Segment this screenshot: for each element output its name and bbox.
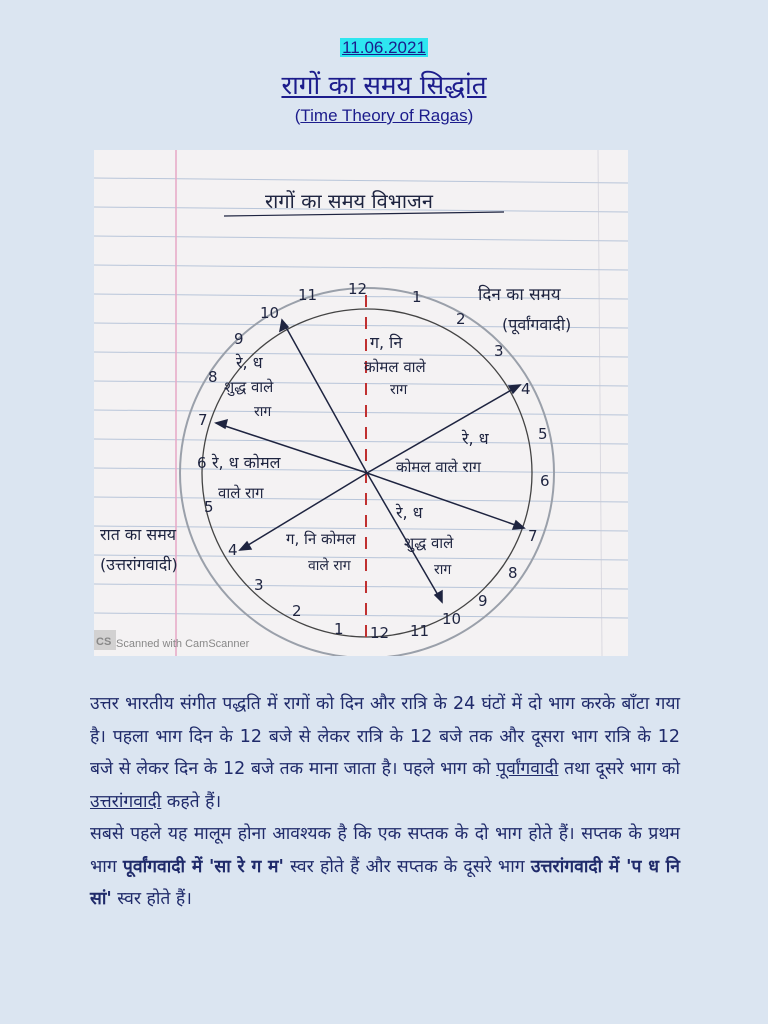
hour-1-top: 1 — [412, 288, 422, 306]
hour-3-top: 3 — [494, 342, 504, 360]
page-subtitle: (Time Theory of Ragas) — [294, 106, 474, 125]
paragraph-1: उत्तर भारतीय संगीत पद्धति में रागों को दिन और रात्रि के 24 घंटों में दो भाग करके बाँटा गया है। पहला भाग दिन के 12 बजे से लेकर रात्रि के 12 बजे तक और दूसरा भाग रात्रि के 12 बजे से लेकर दिन के 12 बजे तक माना जाता है। पहले भाग को पूर्वांगवादी तथा दूसरे भाग को उत्तरांगवादी कहते हैं। — [90, 694, 680, 812]
hour-4-top: 4 — [521, 380, 531, 398]
hour-11-top: 11 — [410, 622, 430, 640]
bottom-right-2: शुद्ध वाले — [404, 534, 454, 552]
left-upper-1: रे, ध — [236, 353, 263, 372]
hour-8-top: 8 — [508, 564, 518, 582]
bottom-left-1: ग, नि कोमल — [286, 530, 356, 548]
hour-5-bottom: 5 — [204, 498, 214, 516]
paragraph-2: सबसे पहले यह मालूम होना आवश्यक है कि एक सप्तक के दो भाग होते हैं। सप्तक के प्रथम भाग पूर्वांगवादी में 'सा रे ग म' स्वर होते हैं और सप्तक के दूसरे भाग उत्तरांगवादी में 'प ध नि सां' स्वर होते हैं। — [90, 824, 680, 909]
term-purvangvadi: पूर्वांगवादी — [496, 759, 559, 779]
hour-6-bottom: 6 — [197, 454, 207, 472]
hour-1-bottom: 1 — [334, 620, 344, 638]
bottom-right-3: राग — [434, 562, 452, 578]
hour-7-top: 7 — [528, 527, 538, 545]
bottom-right-1: रे, ध — [396, 503, 423, 522]
ruled-lines — [94, 178, 628, 618]
day-time-label: दिन का समय — [478, 285, 561, 305]
hour-6-top: 6 — [540, 472, 550, 490]
bold-purvang-notes: पूर्वांगवादी में 'सा रे ग म' — [122, 856, 284, 877]
hour-7-bottom: 7 — [198, 411, 208, 429]
bottom-left-2: वाले राग — [308, 558, 351, 574]
left-upper-2: शुद्ध वाले — [224, 378, 274, 396]
hour-2-bottom: 2 — [292, 602, 302, 620]
hour-9-bottom: 9 — [234, 330, 244, 348]
bold-uttarang-notes: उत्तरांगवादी में 'प ध नि सां' — [90, 856, 680, 909]
hour-3-bottom: 3 — [254, 576, 264, 594]
date-label: 11.06.2021 — [342, 38, 426, 57]
term-uttarangvadi: उत्तरांगवादी — [90, 791, 162, 812]
diagram-heading: रागों का समय विभाजन — [265, 189, 433, 213]
hour-9-top: 9 — [478, 592, 488, 610]
night-time-label: रात का समय — [100, 525, 177, 544]
raga-time-diagram — [94, 150, 628, 656]
hour-4-bottom: 4 — [228, 541, 238, 559]
subtitle-english: Time Theory of Ragas — [300, 106, 468, 125]
night-time-sub: (उत्तरांगवादी) — [100, 555, 178, 574]
diagram-photo — [94, 150, 628, 656]
hour-12-bottom: 12 — [370, 624, 390, 642]
camscanner-logo-text: CS — [96, 636, 112, 648]
left-mid-1: रे, ध कोमल — [212, 453, 281, 472]
hour-2-top: 2 — [456, 310, 466, 328]
body-text — [90, 688, 680, 916]
top-label-3: राग — [390, 382, 408, 398]
page-title: रागों का समय सिद्धांत — [281, 71, 487, 101]
camscanner-stamp: Scanned with CamScanner — [116, 638, 250, 650]
hour-12-top: 12 — [348, 280, 368, 298]
top-label-1: ग, नि — [370, 333, 403, 352]
hour-5-top: 5 — [538, 425, 548, 443]
right-mid-1: रे, ध — [462, 429, 489, 448]
hour-10-top: 10 — [442, 610, 462, 628]
right-mid-2: कोमल वाले राग — [396, 458, 481, 476]
left-upper-3: राग — [254, 404, 272, 420]
left-mid-2: वाले राग — [218, 484, 264, 502]
hour-11-bottom: 11 — [298, 286, 318, 304]
hour-8-bottom: 8 — [208, 368, 218, 386]
hour-10-bottom: 10 — [260, 304, 280, 322]
day-time-sub: (पूर्वांगवादी) — [502, 315, 572, 334]
top-label-2: कोमल वाले — [364, 358, 426, 376]
